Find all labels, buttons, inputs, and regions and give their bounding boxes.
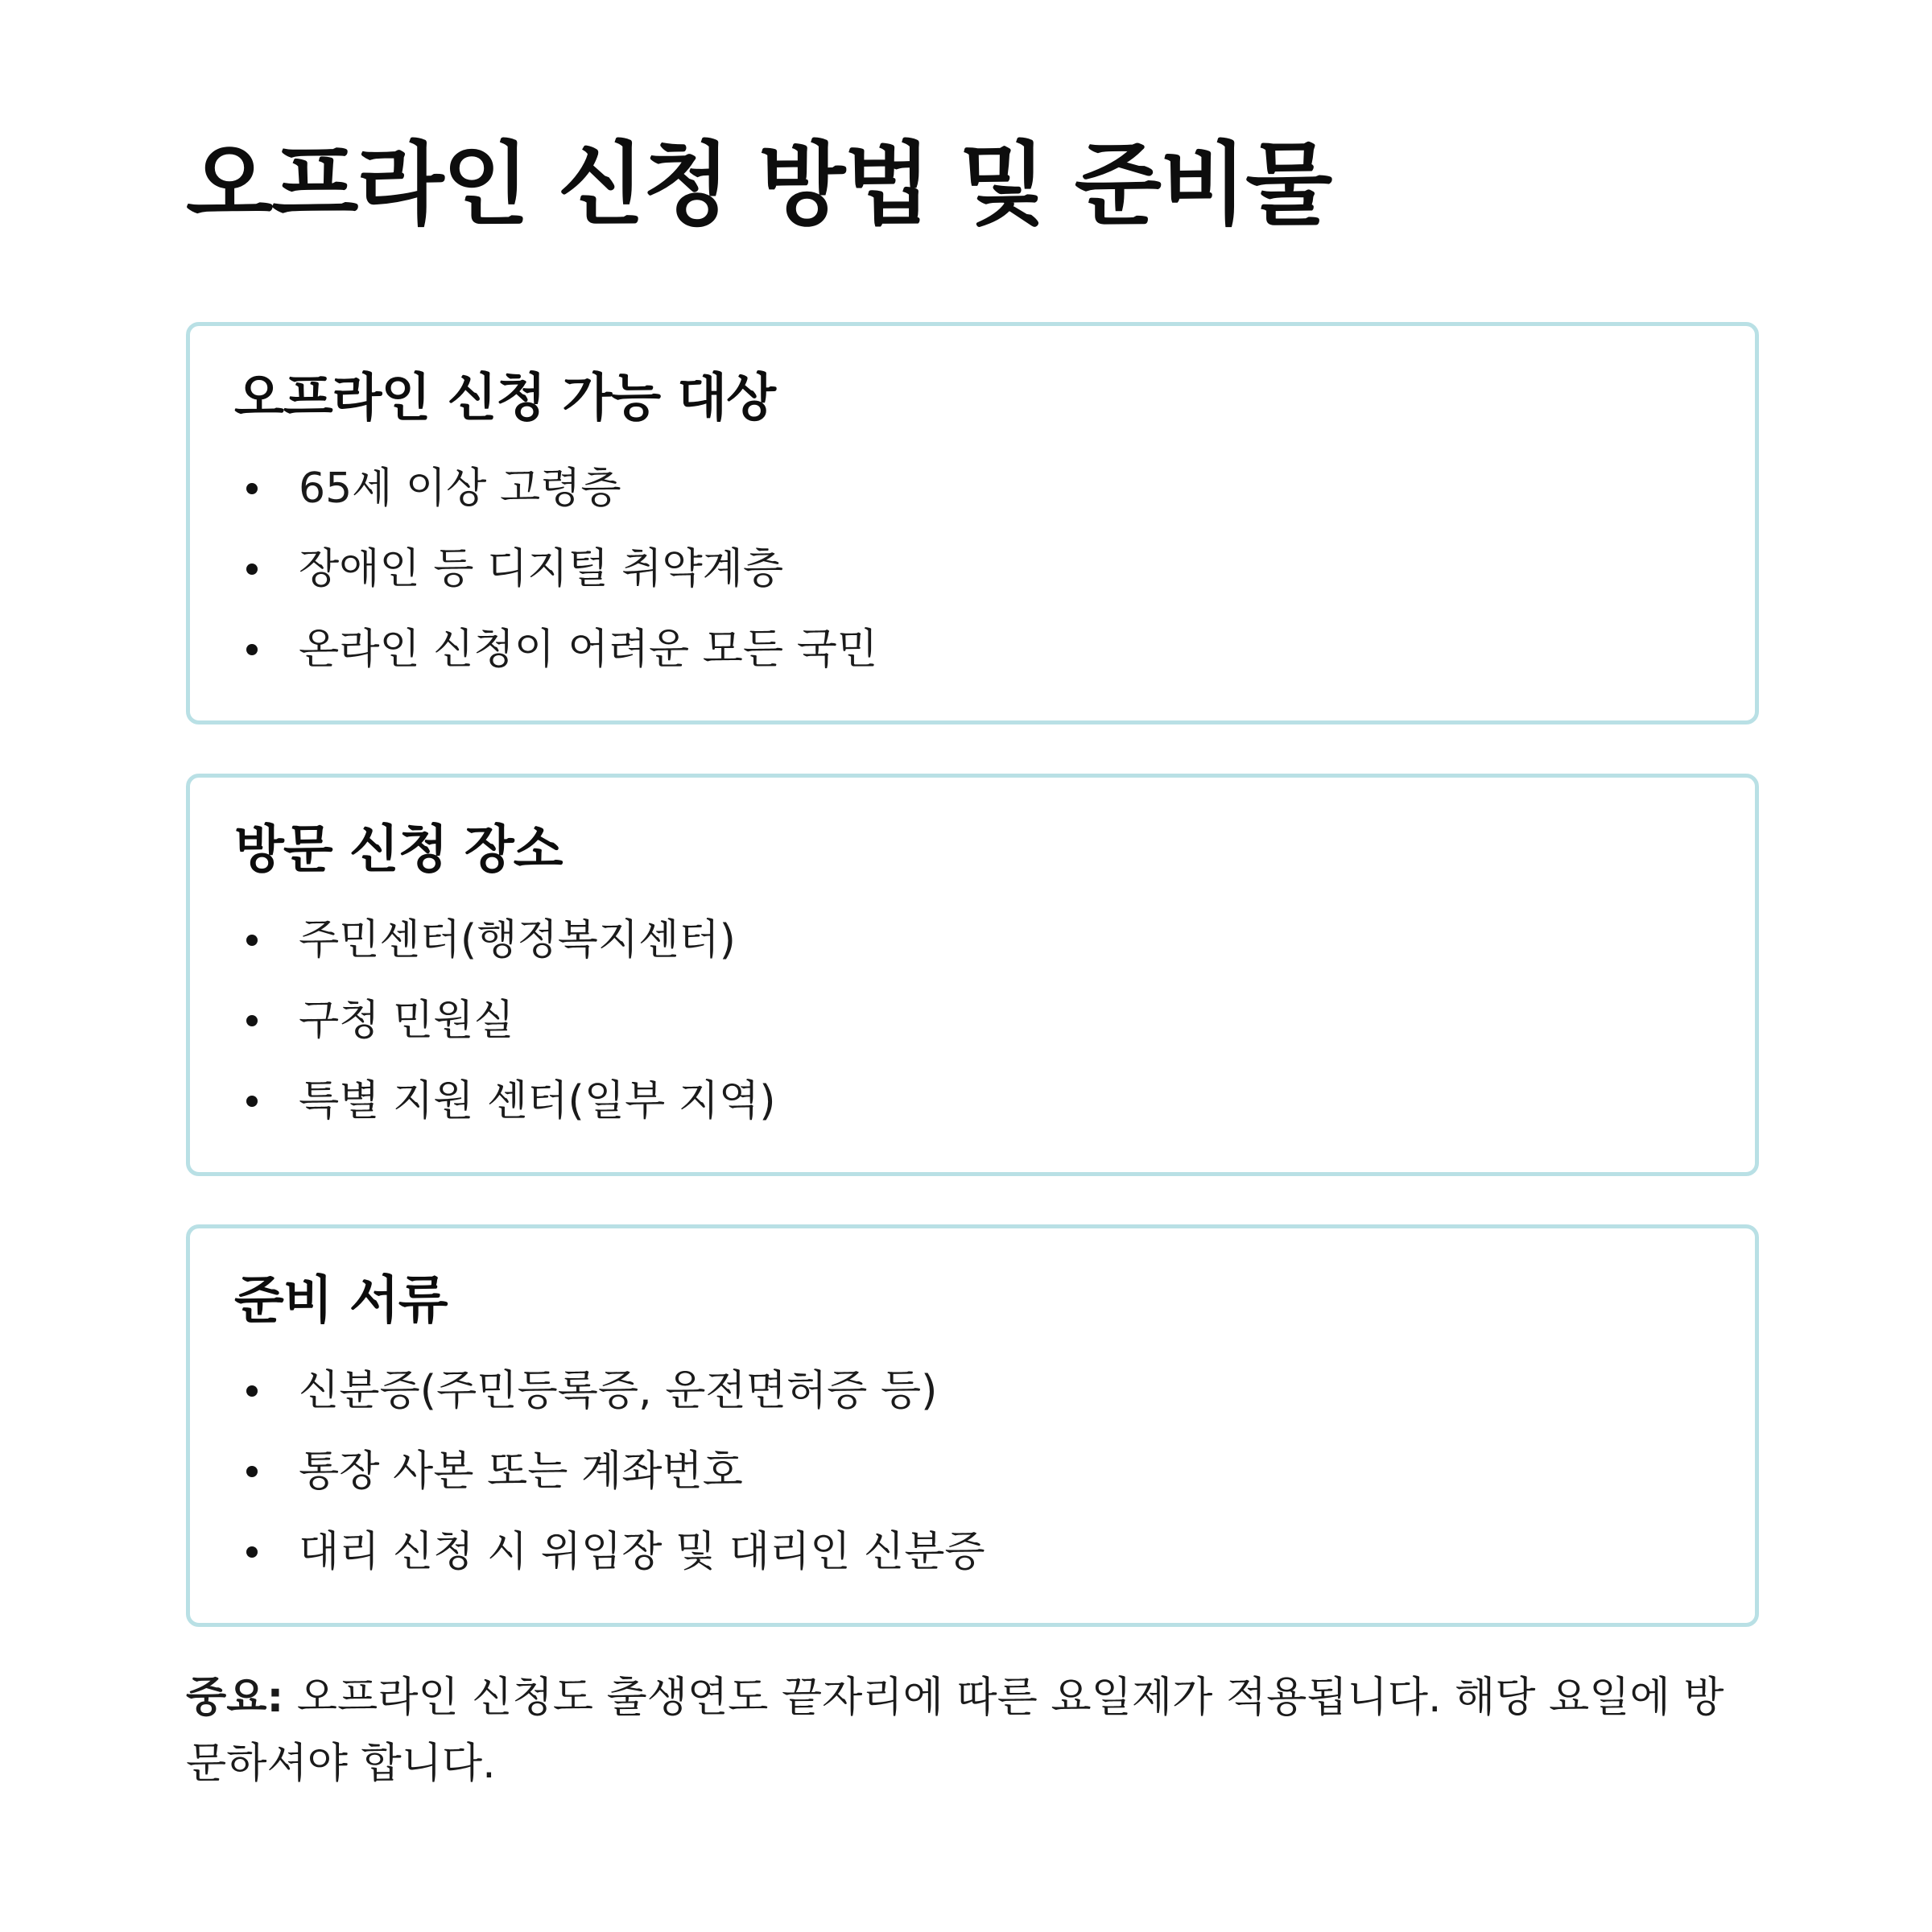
list-item-text: 대리 신청 시 위임장 및 대리인 신분증 bbox=[299, 1528, 985, 1576]
list-item-text: 주민센터(행정복지센터) bbox=[299, 916, 736, 964]
section-required-documents bbox=[186, 1224, 1759, 1627]
bullet-icon bbox=[246, 564, 258, 575]
list-item-text: 65세 이상 고령층 bbox=[299, 464, 621, 513]
bullet-icon bbox=[246, 1096, 258, 1107]
list-item-text: 특별 지원 센터(일부 지역) bbox=[299, 1077, 776, 1125]
bullet-icon bbox=[246, 1546, 258, 1558]
important-note-label: 중요: bbox=[186, 1674, 284, 1722]
section-title: 준비 서류 bbox=[234, 1271, 448, 1331]
bullet-icon bbox=[246, 1385, 258, 1397]
bullet-icon bbox=[246, 1015, 258, 1026]
bullet-icon bbox=[246, 935, 258, 946]
important-note bbox=[186, 1665, 1764, 1797]
list-item-text: 구청 민원실 bbox=[299, 997, 514, 1045]
section-visit-locations bbox=[186, 774, 1759, 1176]
section-title: 오프라인 신청 가능 대상 bbox=[234, 369, 776, 428]
section-title: 방문 신청 장소 bbox=[234, 820, 563, 880]
important-note-text: 오프라인 신청도 출생연도 끝자리에 따른 요일제가 적용됩니다. 해당 요일에 방문하셔야 합니다. bbox=[186, 1674, 1724, 1788]
bullet-icon bbox=[246, 1466, 258, 1477]
list-item-text: 온라인 신청이 어려운 모든 국민 bbox=[299, 625, 878, 674]
list-item-text: 신분증(주민등록증, 운전면허증 등) bbox=[299, 1367, 938, 1415]
list-item-text: 통장 사본 또는 계좌번호 bbox=[299, 1447, 743, 1496]
bullet-icon bbox=[246, 644, 258, 655]
section-eligible-targets bbox=[186, 322, 1759, 724]
page-title: 오프라인 신청 방법 및 준비물 bbox=[186, 133, 1331, 237]
bullet-icon bbox=[246, 483, 258, 494]
list-item-text: 장애인 등 디지털 취약계층 bbox=[299, 545, 784, 593]
